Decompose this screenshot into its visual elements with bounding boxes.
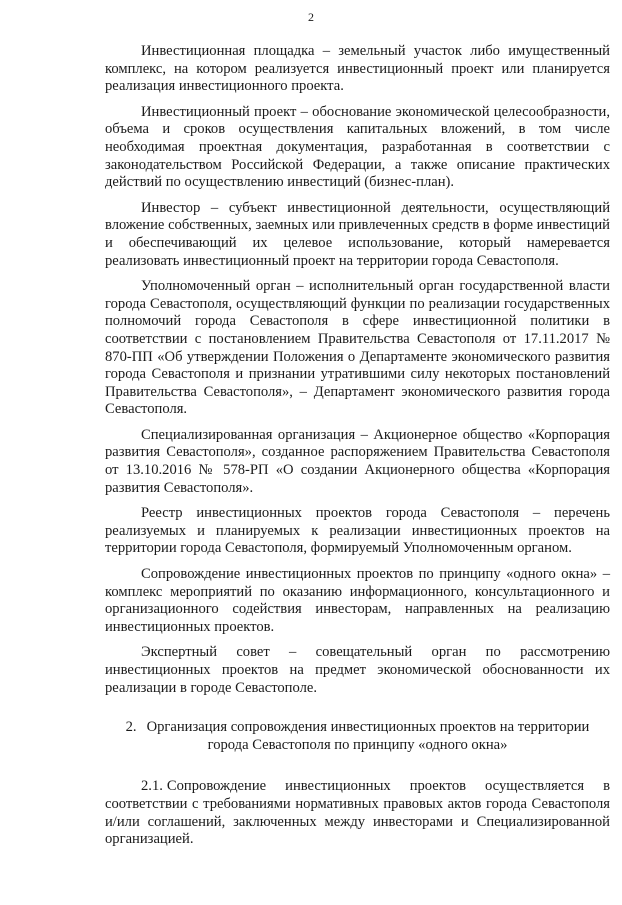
definition-investment-project: Инвестиционный проект – обоснование экономической целесообразности, объема и сроков осуществления капитальных вложений, в том числе необходимая проектная документация, разработанная в соответствии с законодательством Российской Федерации, а также описание практических действий по осуществлению инвестиций (бизнес-план). xyxy=(105,103,610,191)
clause-number: 2.1. xyxy=(141,778,163,795)
section-heading xyxy=(105,719,610,754)
page-number: 2 xyxy=(308,10,314,24)
definition-investment-site: Инвестиционная площадка – земельный участок либо имущественный комплекс, на котором реализуется инвестиционный проект или планируется реализация инвестиционного проекта. xyxy=(105,43,610,95)
document-body xyxy=(105,43,610,849)
definition-investor: Инвестор – субъект инвестиционной деятельности, осуществляющий вложение собственных, заемных или привлеченных средств в форме инвестиций и обеспечивающий их целевое использование, который намеревается реализовать инвестиционный проект на территории города Севастополя. xyxy=(105,199,610,269)
definition-authorized-body: Уполномоченный орган – исполнительный орган государственной власти города Севастополя, осуществляющий функции по реализации государственных полномочий города Севастополя в сфере инвестиционной политики в соответствии с постановлением Правительства Севастополя от 17.11.2017 № 870-ПП «Об утверждении Положения о Департаменте экономического развития города Севастополя и признании утратившими силу некоторых постановлений Правительства Севастополя», – Департамент экономического развития города Севастополя. xyxy=(105,278,610,418)
section-number: 2. xyxy=(125,719,137,736)
section-title: Организация сопровождения инвестиционных проектов на территории города Севастополя по принципу «одного окна» xyxy=(146,719,590,753)
definition-one-window-support: Сопровождение инвестиционных проектов по принципу «одного окна» – комплекс мероприятий по оказанию информационного, консультационного и организационного содействия инвесторам, направленных на реализацию инвестиционных проектов. xyxy=(105,566,610,635)
clause-2-1 xyxy=(105,778,610,848)
definition-specialized-organization: Специализированная организация – Акционерное общество «Корпорация развития Севастополя», созданное распоряжением Правительства Севастополя от 13.10.2016 № 578-РП «О создании Акционерного общества «Корпорация развития Севастополя». xyxy=(105,426,610,496)
definition-expert-council: Экспертный совет – совещательный орган по рассмотрению инвестиционных проектов на предмет экономической обоснованности их реализации в городе Севастополе. xyxy=(105,644,610,696)
clause-text: Сопровождение инвестиционных проектов осуществляется в соответствии с требованиями нормативных правовых актов города Севастополя и/или соглашений, заключенных между инвесторами и Специализированной организацией. xyxy=(105,778,610,848)
definition-project-registry: Реестр инвестиционных проектов города Севастополя – перечень реализуемых и планируемых к реализации инвестиционных проектов на территории города Севастополя, формируемый Уполномоченным органом. xyxy=(105,505,610,557)
